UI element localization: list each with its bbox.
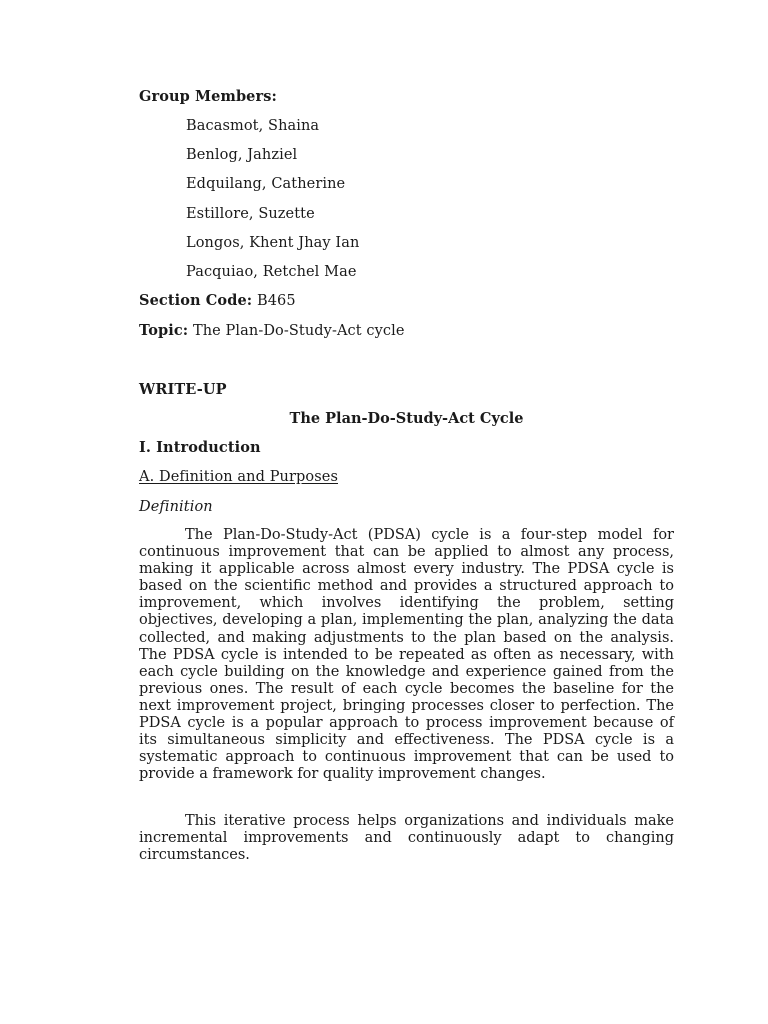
topic-line: [139, 322, 405, 340]
member-name: Pacquiao, Retchel Mae: [186, 264, 357, 280]
section-code-line: [139, 292, 296, 310]
section-code-value: B465: [252, 293, 296, 309]
subsection-heading: A. Definition and Purposes: [139, 469, 338, 485]
member-name: Estillore, Suzette: [186, 206, 315, 222]
group-members-label: Group Members:: [139, 88, 277, 105]
definition-label: Definition: [139, 499, 213, 515]
document-title: The Plan-Do-Study-Act Cycle: [289, 410, 524, 427]
member-name: Edquilang, Catherine: [186, 176, 346, 192]
member-name: Bacasmot, Shaina: [186, 118, 320, 134]
member-name: Longos, Khent Jhay Ian: [186, 235, 360, 251]
body-paragraph: This iterative process helps organizations and individuals make incremental improvements and continuously adapt to changing circumstances.: [139, 813, 674, 864]
topic-value: The Plan-Do-Study-Act cycle: [188, 323, 405, 339]
section-heading: I. Introduction: [139, 439, 261, 456]
section-code-label: Section Code:: [139, 292, 253, 309]
body-paragraph: The Plan-Do-Study-Act (PDSA) cycle is a four-step model for continuous improvement that can be applied to almost any process, making it applicable across almost every industry. The PDSA cycle is based on the scientific method and provides a structured approach to improvement, which involves identifying the problem, setting objectives, developing a plan, implementing the plan, analyzing the data collected, and making adjustments to the plan based on the analysis. The PDSA cycle is intended to be repeated as often as necessary, with each cycle building on the knowledge and experience gained from the previous ones. The result of each cycle becomes the baseline for the next improvement project, bringing processes closer to perfection. The PDSA cycle is a popular approach to process improvement because of its simultaneous simplicity and effectiveness. The PDSA cycle is a systematic approach to continuous improvement that can be used to provide a framework for quality improvement changes.: [139, 527, 674, 783]
writeup-heading: WRITE-UP: [139, 381, 227, 398]
member-name: Benlog, Jahziel: [186, 147, 298, 163]
topic-label: Topic:: [139, 322, 189, 339]
